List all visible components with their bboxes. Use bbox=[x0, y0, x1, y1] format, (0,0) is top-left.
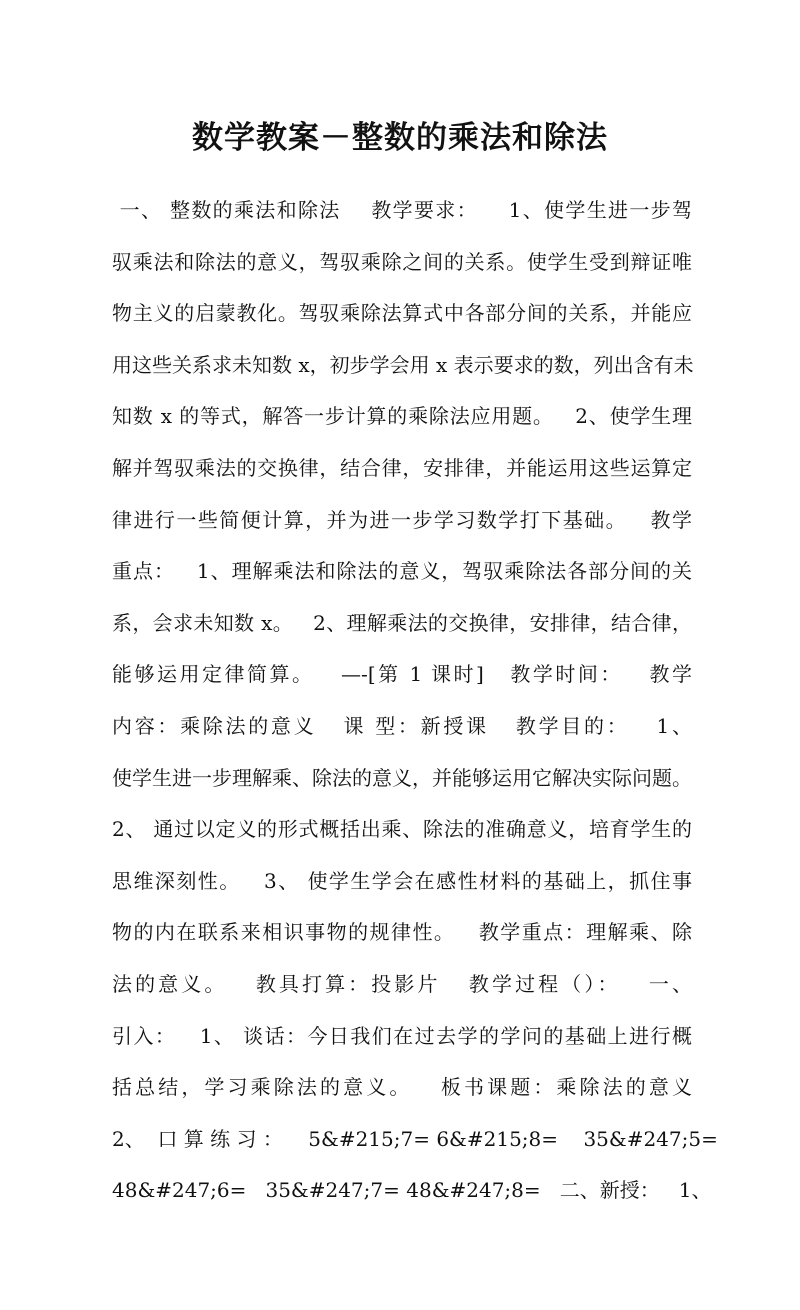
body-line: 引入： 1、 谈话：今日我们在过去学的学问的基础上进行概 bbox=[112, 1023, 692, 1048]
body-line: 内容：乘除法的意义 课 型：新授课 教学目的： 1、 bbox=[112, 713, 692, 738]
body-line: 2、 通过以定义的形式概括出乘、除法的准确意义，培育学生的 bbox=[112, 817, 692, 842]
body-line: 物主义的启蒙教化。驾驭乘除法算式中各部分间的关系，并能应 bbox=[112, 301, 692, 326]
body-line: 括总结，学习乘除法的意义。 板书课题：乘除法的意义 bbox=[112, 1075, 692, 1100]
body-line: 能够运用定律简算。 —-[第 1 课时] 教学时间： 教学 bbox=[112, 662, 692, 687]
body-line: 解并驾驭乘法的交换律，结合律，安排律，并能运用这些运算定 bbox=[112, 455, 692, 480]
body-line: 用这些关系求未知数 x，初步学会用 x 表示要求的数，列出含有未 bbox=[112, 352, 694, 377]
body-line: 2、 口 算 练 习 ： 5&#215;7= 6&#215;8= 35&#247;5= bbox=[112, 1126, 718, 1151]
body-line: 思维深刻性。 3、 使学生学会在感性材料的基础上，抓住事 bbox=[112, 868, 692, 893]
document-title: 数学教案－整数的乘法和除法 bbox=[192, 120, 608, 156]
body-line: 48&#247;6= 35&#247;7= 48&#247;8= 二、新授： 1、 bbox=[112, 1178, 712, 1203]
document-body bbox=[112, 185, 718, 1217]
body-line: 法的意义。 教具打算：投影片 教学过程（）： 一、 bbox=[112, 971, 692, 996]
body-line: 重点： 1、理解乘法和除法的意义，驾驭乘除法各部分间的关 bbox=[112, 559, 692, 584]
body-line: 驭乘法和除法的意义，驾驭乘除之间的关系。使学生受到辩证唯 bbox=[112, 249, 692, 274]
body-line: 使学生进一步理解乘、除法的意义，并能够运用它解决实际问题。 bbox=[112, 765, 692, 790]
body-line: 一、 整数的乘法和除法 教学要求： 1、使学生进一步驾 bbox=[112, 198, 692, 222]
body-line: 系，会求未知数 x。 2、理解乘法的交换律，安排律，结合律， bbox=[112, 610, 692, 635]
body-line: 物的内在联系来相识事物的规律性。 教学重点：理解乘、除 bbox=[112, 920, 692, 945]
body-line: 知数 x 的等式，解答一步计算的乘除法应用题。 2、使学生理 bbox=[112, 404, 692, 429]
body-line: 律进行一些简便计算，并为进一步学习数学打下基础。 教学 bbox=[112, 507, 692, 532]
